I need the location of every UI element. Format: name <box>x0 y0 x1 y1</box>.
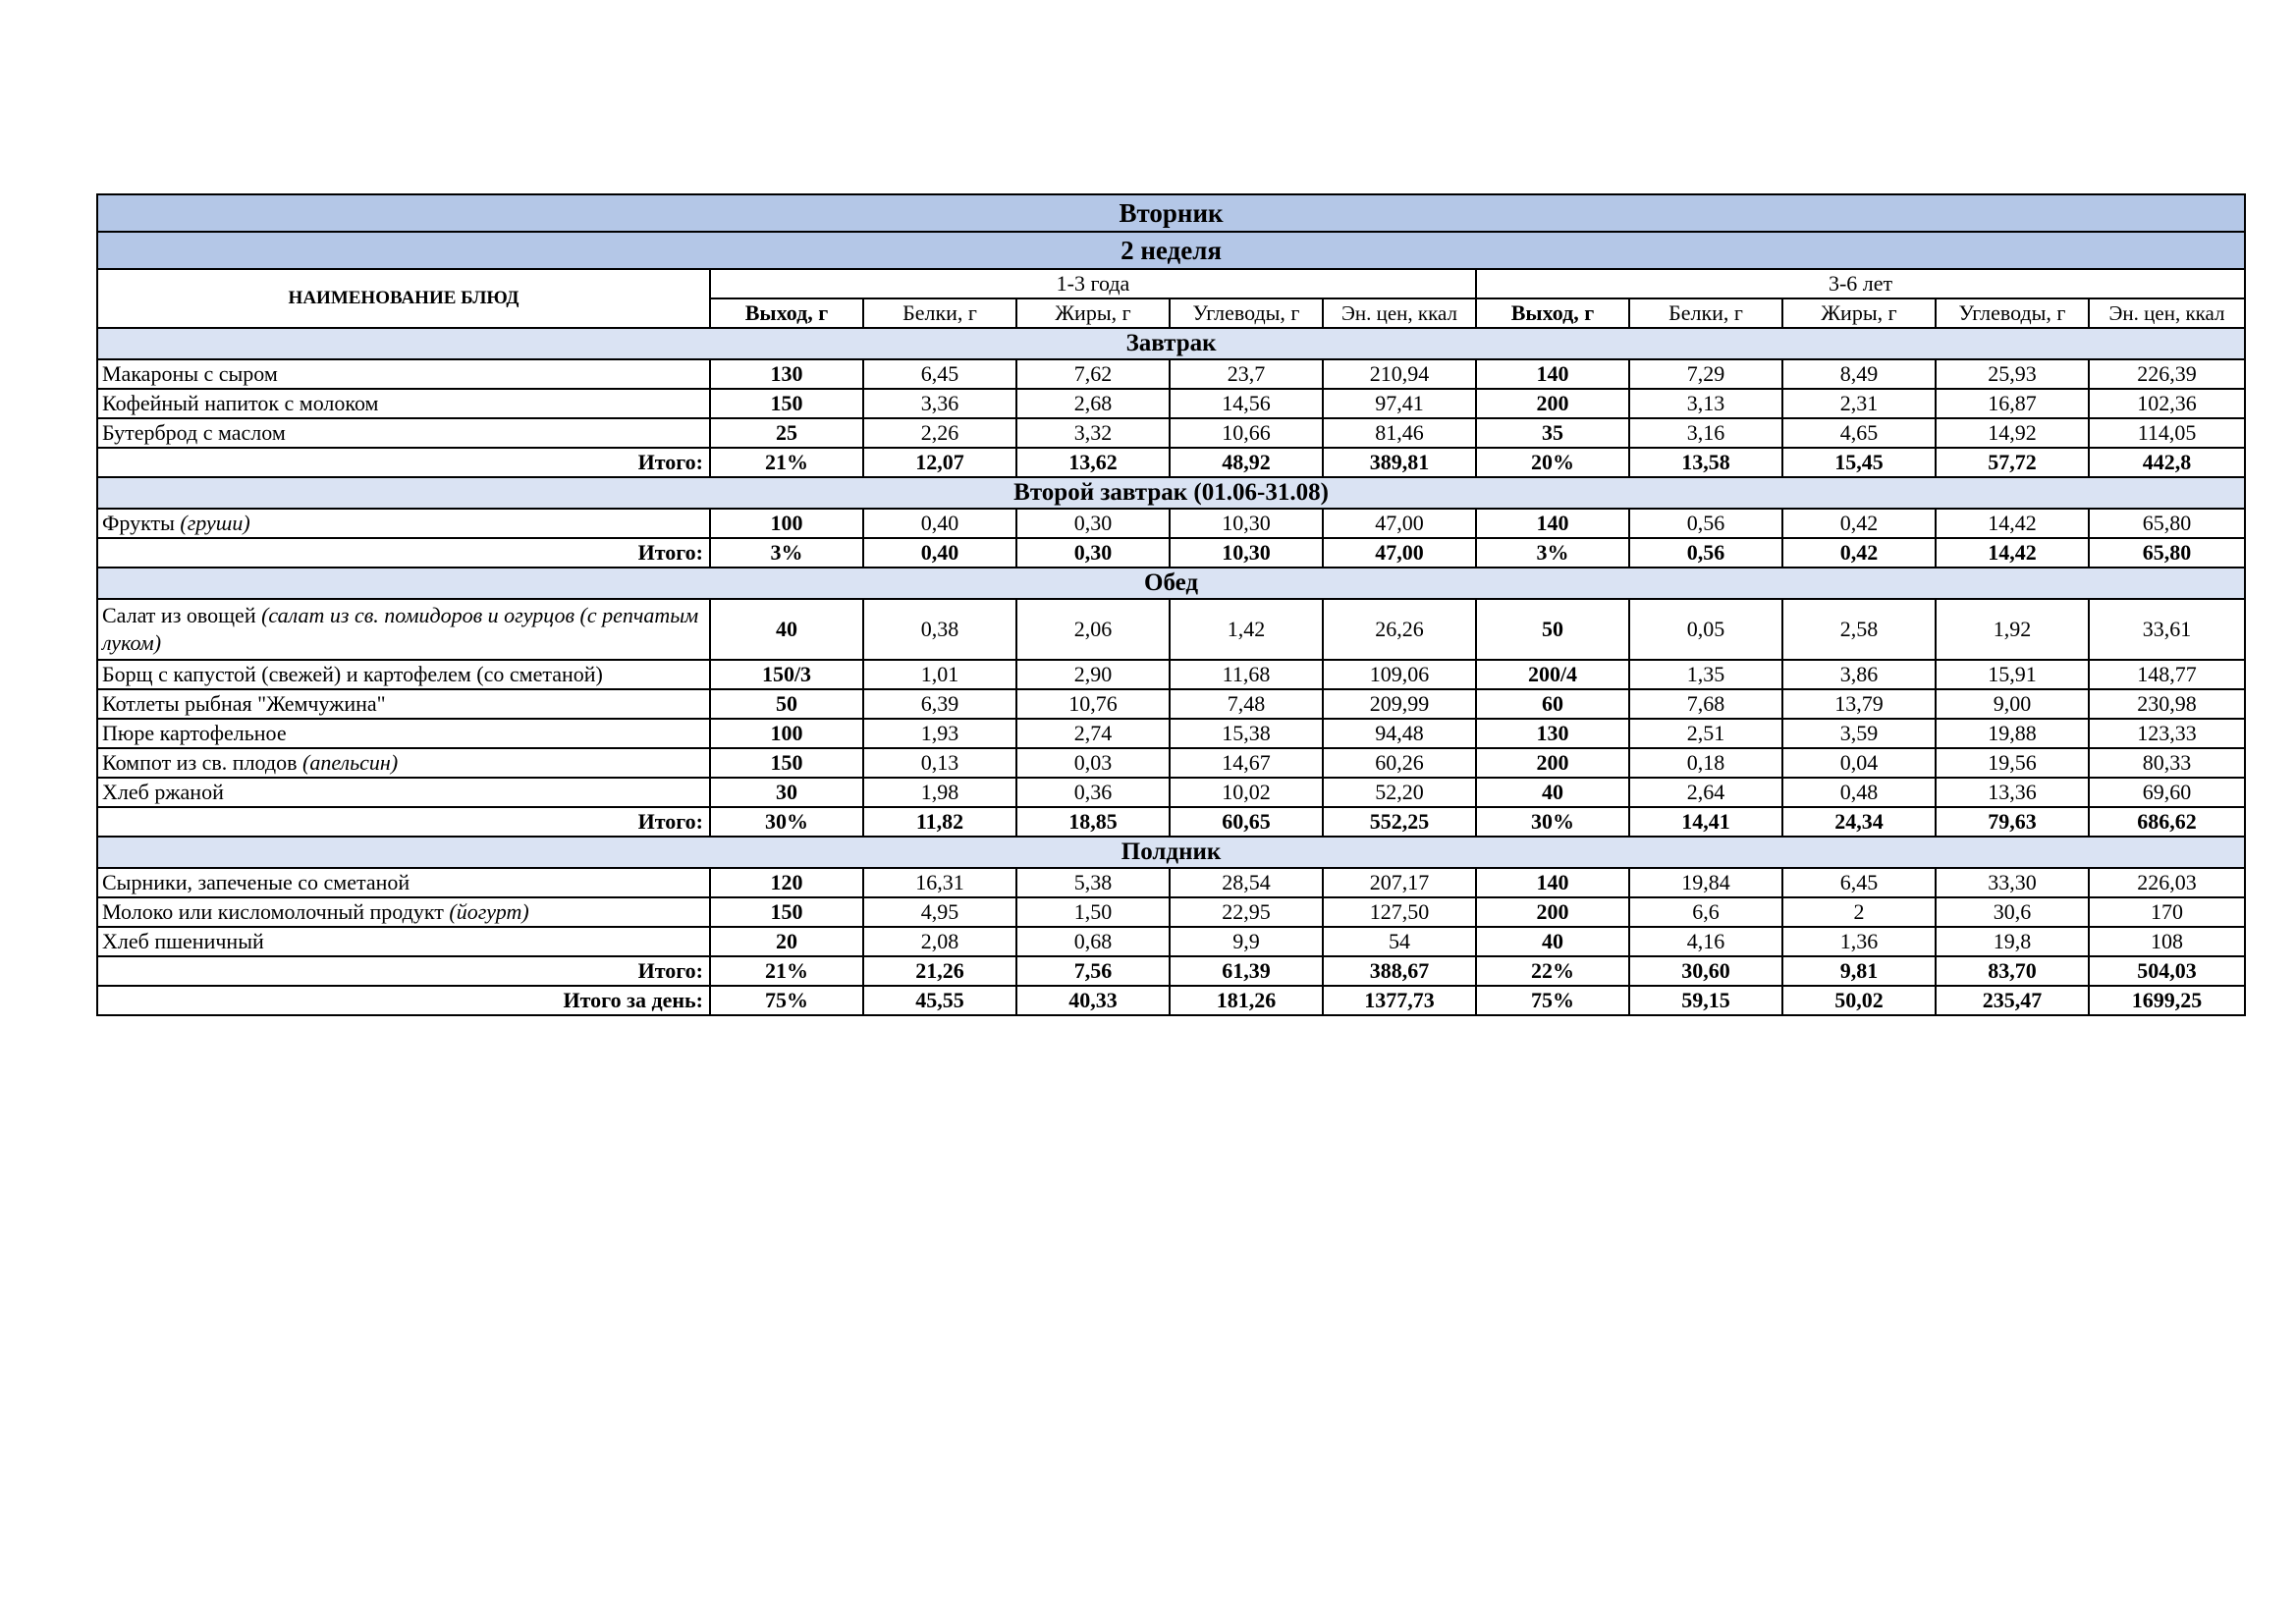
output-cell: 35 <box>1476 418 1629 448</box>
value-cell: 14,56 <box>1170 389 1323 418</box>
value-cell: 181,26 <box>1170 986 1323 1015</box>
value-cell: 81,46 <box>1323 418 1476 448</box>
menu-table <box>96 193 2246 1016</box>
value-cell: 0,68 <box>1016 927 1170 956</box>
value-cell: 16,87 <box>1936 389 2089 418</box>
section-header-row <box>97 568 2245 599</box>
value-cell: 0,56 <box>1629 509 1782 538</box>
value-cell: 14,42 <box>1936 509 2089 538</box>
dish-row <box>97 509 2245 538</box>
output-cell: 140 <box>1476 868 1629 897</box>
value-cell: 18,85 <box>1016 807 1170 837</box>
dish-name-cell <box>97 689 710 719</box>
output-cell: 200/4 <box>1476 660 1629 689</box>
value-cell: 552,25 <box>1323 807 1476 837</box>
section-title: Второй завтрак (01.06-31.08) <box>97 477 2245 509</box>
dish-name: Салат из овощей <box>102 603 262 627</box>
value-cell: 3,86 <box>1782 660 1936 689</box>
value-cell: 19,84 <box>1629 868 1782 897</box>
value-cell: 1699,25 <box>2089 986 2245 1015</box>
output-cell: 25 <box>710 418 863 448</box>
value-cell: 33,61 <box>2089 599 2245 660</box>
value-cell: 2,26 <box>863 418 1016 448</box>
value-cell: 33,30 <box>1936 868 2089 897</box>
dish-name: Компот из св. плодов <box>102 750 302 775</box>
value-cell: 6,39 <box>863 689 1016 719</box>
dish-name: Молоко или кисломолочный продукт <box>102 899 450 924</box>
value-cell: 14,67 <box>1170 748 1323 778</box>
output-cell: 30% <box>710 807 863 837</box>
value-cell: 109,06 <box>1323 660 1476 689</box>
value-cell: 10,30 <box>1170 538 1323 568</box>
output-cell: 130 <box>710 359 863 389</box>
value-cell: 504,03 <box>2089 956 2245 986</box>
title-row <box>97 194 2245 232</box>
value-cell: 0,03 <box>1016 748 1170 778</box>
value-cell: 388,67 <box>1323 956 1476 986</box>
value-cell: 209,99 <box>1323 689 1476 719</box>
dish-name: Хлеб ржаной <box>102 780 224 804</box>
output-cell: 20 <box>710 927 863 956</box>
value-cell: 83,70 <box>1936 956 2089 986</box>
output-cell: 60 <box>1476 689 1629 719</box>
dish-name: Кофейный напиток с молоком <box>102 391 379 415</box>
dish-row <box>97 868 2245 897</box>
value-cell: 0,04 <box>1782 748 1936 778</box>
section-title: Завтрак <box>97 328 2245 359</box>
age-group-header-row <box>97 269 2245 298</box>
value-cell: 97,41 <box>1323 389 1476 418</box>
value-cell: 14,42 <box>1936 538 2089 568</box>
value-cell: 9,81 <box>1782 956 1936 986</box>
column-header-output: Выход, г <box>1476 298 1629 328</box>
dish-row <box>97 927 2245 956</box>
dish-name-cell <box>97 359 710 389</box>
value-cell: 3,13 <box>1629 389 1782 418</box>
value-cell: 13,79 <box>1782 689 1936 719</box>
value-cell: 6,45 <box>1782 868 1936 897</box>
value-cell: 4,95 <box>863 897 1016 927</box>
column-header-protein: Белки, г <box>1629 298 1782 328</box>
output-cell: 20% <box>1476 448 1629 477</box>
value-cell: 19,56 <box>1936 748 2089 778</box>
dish-name: Бутерброд с маслом <box>102 420 286 445</box>
dish-name: Хлеб пшеничный <box>102 929 264 953</box>
value-cell: 1,35 <box>1629 660 1782 689</box>
value-cell: 7,62 <box>1016 359 1170 389</box>
value-cell: 28,54 <box>1170 868 1323 897</box>
dish-name: Котлеты рыбная "Жемчужина" <box>102 691 386 716</box>
value-cell: 59,15 <box>1629 986 1782 1015</box>
value-cell: 0,30 <box>1016 509 1170 538</box>
value-cell: 47,00 <box>1323 509 1476 538</box>
value-cell: 13,62 <box>1016 448 1170 477</box>
value-cell: 5,38 <box>1016 868 1170 897</box>
value-cell: 1,92 <box>1936 599 2089 660</box>
dish-row <box>97 599 2245 660</box>
value-cell: 207,17 <box>1323 868 1476 897</box>
value-cell: 4,16 <box>1629 927 1782 956</box>
dish-name-cell <box>97 778 710 807</box>
value-cell: 2,58 <box>1782 599 1936 660</box>
day-total-label: Итого за день: <box>97 986 710 1015</box>
value-cell: 60,26 <box>1323 748 1476 778</box>
dish-note: (груши) <box>180 511 250 535</box>
section-total-row <box>97 538 2245 568</box>
column-header-energy: Эн. цен, ккал <box>2089 298 2245 328</box>
value-cell: 16,31 <box>863 868 1016 897</box>
dish-row <box>97 897 2245 927</box>
value-cell: 47,00 <box>1323 538 1476 568</box>
value-cell: 24,34 <box>1782 807 1936 837</box>
dish-row <box>97 389 2245 418</box>
value-cell: 0,40 <box>863 538 1016 568</box>
output-cell: 100 <box>710 719 863 748</box>
section-title: Обед <box>97 568 2245 599</box>
dish-name: Сырники, запеченые со сметаной <box>102 870 410 894</box>
dish-name: Пюре картофельное <box>102 721 287 745</box>
value-cell: 3,36 <box>863 389 1016 418</box>
value-cell: 15,91 <box>1936 660 2089 689</box>
value-cell: 7,29 <box>1629 359 1782 389</box>
output-cell: 200 <box>1476 748 1629 778</box>
output-cell: 3% <box>710 538 863 568</box>
value-cell: 12,07 <box>863 448 1016 477</box>
value-cell: 1377,73 <box>1323 986 1476 1015</box>
output-cell: 150 <box>710 748 863 778</box>
dish-name-column-header: НАИМЕНОВАНИЕ БЛЮД <box>97 269 710 328</box>
value-cell: 69,60 <box>2089 778 2245 807</box>
age-group-header-3-6: 3-6 лет <box>1476 269 2245 298</box>
value-cell: 25,93 <box>1936 359 2089 389</box>
dish-name-cell <box>97 418 710 448</box>
value-cell: 40,33 <box>1016 986 1170 1015</box>
value-cell: 19,88 <box>1936 719 2089 748</box>
day-title: Вторник <box>97 194 2245 232</box>
value-cell: 7,48 <box>1170 689 1323 719</box>
dish-note: (апельсин) <box>302 750 399 775</box>
value-cell: 6,6 <box>1629 897 1782 927</box>
value-cell: 30,60 <box>1629 956 1782 986</box>
dish-name: Фрукты <box>102 511 181 535</box>
age-group-header-1-3: 1-3 года <box>710 269 1476 298</box>
output-cell: 140 <box>1476 359 1629 389</box>
value-cell: 8,49 <box>1782 359 1936 389</box>
value-cell: 48,92 <box>1170 448 1323 477</box>
dish-row <box>97 359 2245 389</box>
column-header-energy: Эн. цен, ккал <box>1323 298 1476 328</box>
output-cell: 40 <box>710 599 863 660</box>
output-cell: 100 <box>710 509 863 538</box>
value-cell: 61,39 <box>1170 956 1323 986</box>
day-total-row <box>97 986 2245 1015</box>
section-title: Полдник <box>97 837 2245 868</box>
output-cell: 150/3 <box>710 660 863 689</box>
value-cell: 21,26 <box>863 956 1016 986</box>
value-cell: 0,42 <box>1782 509 1936 538</box>
value-cell: 94,48 <box>1323 719 1476 748</box>
output-cell: 130 <box>1476 719 1629 748</box>
value-cell: 3,59 <box>1782 719 1936 748</box>
value-cell: 0,13 <box>863 748 1016 778</box>
value-cell: 19,8 <box>1936 927 2089 956</box>
dish-name-cell <box>97 897 710 927</box>
week-subtitle: 2 неделя <box>97 232 2245 269</box>
value-cell: 235,47 <box>1936 986 2089 1015</box>
column-header-fat: Жиры, г <box>1016 298 1170 328</box>
value-cell: 148,77 <box>2089 660 2245 689</box>
output-cell: 21% <box>710 956 863 986</box>
output-cell: 3% <box>1476 538 1629 568</box>
value-cell: 0,40 <box>863 509 1016 538</box>
value-cell: 0,30 <box>1016 538 1170 568</box>
dish-row <box>97 660 2245 689</box>
value-cell: 210,94 <box>1323 359 1476 389</box>
dish-name-cell <box>97 748 710 778</box>
value-cell: 2,31 <box>1782 389 1936 418</box>
dish-row <box>97 748 2245 778</box>
dish-row <box>97 418 2245 448</box>
value-cell: 57,72 <box>1936 448 2089 477</box>
value-cell: 50,02 <box>1782 986 1936 1015</box>
value-cell: 15,45 <box>1782 448 1936 477</box>
value-cell: 22,95 <box>1170 897 1323 927</box>
dish-note: (салат из св. помидоров и огурцов (с репчатым луком) <box>102 603 699 655</box>
column-header-carbs: Углеводы, г <box>1170 298 1323 328</box>
dish-name-cell <box>97 927 710 956</box>
output-cell: 150 <box>710 389 863 418</box>
value-cell: 2,51 <box>1629 719 1782 748</box>
value-cell: 11,68 <box>1170 660 1323 689</box>
output-cell: 21% <box>710 448 863 477</box>
value-cell: 226,39 <box>2089 359 2245 389</box>
value-cell: 10,66 <box>1170 418 1323 448</box>
value-cell: 2,64 <box>1629 778 1782 807</box>
section-total-row <box>97 807 2245 837</box>
value-cell: 686,62 <box>2089 807 2245 837</box>
value-cell: 9,9 <box>1170 927 1323 956</box>
value-cell: 389,81 <box>1323 448 1476 477</box>
dish-name-cell <box>97 660 710 689</box>
value-cell: 14,41 <box>1629 807 1782 837</box>
value-cell: 23,7 <box>1170 359 1323 389</box>
table-body <box>97 194 2245 1015</box>
column-header-fat: Жиры, г <box>1782 298 1936 328</box>
column-header-output: Выход, г <box>710 298 863 328</box>
dish-name-cell <box>97 868 710 897</box>
output-cell: 75% <box>710 986 863 1015</box>
value-cell: 1,98 <box>863 778 1016 807</box>
value-cell: 15,38 <box>1170 719 1323 748</box>
output-cell: 30% <box>1476 807 1629 837</box>
total-label: Итого: <box>97 807 710 837</box>
output-cell: 22% <box>1476 956 1629 986</box>
value-cell: 10,02 <box>1170 778 1323 807</box>
output-cell: 200 <box>1476 897 1629 927</box>
value-cell: 3,16 <box>1629 418 1782 448</box>
value-cell: 127,50 <box>1323 897 1476 927</box>
dish-name-cell <box>97 719 710 748</box>
total-label: Итого: <box>97 448 710 477</box>
subtitle-row <box>97 232 2245 269</box>
value-cell: 170 <box>2089 897 2245 927</box>
output-cell: 40 <box>1476 927 1629 956</box>
output-cell: 40 <box>1476 778 1629 807</box>
value-cell: 30,6 <box>1936 897 2089 927</box>
value-cell: 442,8 <box>2089 448 2245 477</box>
value-cell: 45,55 <box>863 986 1016 1015</box>
column-header-protein: Белки, г <box>863 298 1016 328</box>
value-cell: 65,80 <box>2089 538 2245 568</box>
value-cell: 10,76 <box>1016 689 1170 719</box>
value-cell: 114,05 <box>2089 418 2245 448</box>
dish-name: Борщ с капустой (свежей) и картофелем (со сметаной) <box>102 662 603 686</box>
total-label: Итого: <box>97 956 710 986</box>
value-cell: 226,03 <box>2089 868 2245 897</box>
value-cell: 2 <box>1782 897 1936 927</box>
dish-note: (йогурт) <box>449 899 529 924</box>
value-cell: 26,26 <box>1323 599 1476 660</box>
value-cell: 2,74 <box>1016 719 1170 748</box>
value-cell: 54 <box>1323 927 1476 956</box>
value-cell: 1,93 <box>863 719 1016 748</box>
output-cell: 75% <box>1476 986 1629 1015</box>
value-cell: 1,42 <box>1170 599 1323 660</box>
output-cell: 50 <box>1476 599 1629 660</box>
value-cell: 3,32 <box>1016 418 1170 448</box>
value-cell: 7,68 <box>1629 689 1782 719</box>
value-cell: 0,38 <box>863 599 1016 660</box>
dish-row <box>97 778 2245 807</box>
value-cell: 0,18 <box>1629 748 1782 778</box>
value-cell: 14,92 <box>1936 418 2089 448</box>
output-cell: 200 <box>1476 389 1629 418</box>
section-header-row <box>97 328 2245 359</box>
value-cell: 108 <box>2089 927 2245 956</box>
value-cell: 6,45 <box>863 359 1016 389</box>
section-total-row <box>97 448 2245 477</box>
value-cell: 60,65 <box>1170 807 1323 837</box>
value-cell: 0,56 <box>1629 538 1782 568</box>
value-cell: 79,63 <box>1936 807 2089 837</box>
value-cell: 10,30 <box>1170 509 1323 538</box>
value-cell: 11,82 <box>863 807 1016 837</box>
output-cell: 50 <box>710 689 863 719</box>
output-cell: 150 <box>710 897 863 927</box>
dish-name-cell <box>97 389 710 418</box>
value-cell: 7,56 <box>1016 956 1170 986</box>
section-total-row <box>97 956 2245 986</box>
dish-name: Макароны с сыром <box>102 361 278 386</box>
value-cell: 80,33 <box>2089 748 2245 778</box>
value-cell: 2,08 <box>863 927 1016 956</box>
value-cell: 1,01 <box>863 660 1016 689</box>
value-cell: 4,65 <box>1782 418 1936 448</box>
value-cell: 123,33 <box>2089 719 2245 748</box>
output-cell: 140 <box>1476 509 1629 538</box>
value-cell: 2,68 <box>1016 389 1170 418</box>
dish-row <box>97 719 2245 748</box>
value-cell: 0,48 <box>1782 778 1936 807</box>
dish-row <box>97 689 2245 719</box>
value-cell: 0,05 <box>1629 599 1782 660</box>
value-cell: 1,50 <box>1016 897 1170 927</box>
output-cell: 120 <box>710 868 863 897</box>
value-cell: 2,06 <box>1016 599 1170 660</box>
dish-name-cell <box>97 599 710 660</box>
section-header-row <box>97 837 2245 868</box>
value-cell: 2,90 <box>1016 660 1170 689</box>
value-cell: 13,58 <box>1629 448 1782 477</box>
dish-name-cell <box>97 509 710 538</box>
section-header-row <box>97 477 2245 509</box>
value-cell: 65,80 <box>2089 509 2245 538</box>
total-label: Итого: <box>97 538 710 568</box>
value-cell: 230,98 <box>2089 689 2245 719</box>
value-cell: 13,36 <box>1936 778 2089 807</box>
value-cell: 0,42 <box>1782 538 1936 568</box>
column-header-carbs: Углеводы, г <box>1936 298 2089 328</box>
value-cell: 9,00 <box>1936 689 2089 719</box>
value-cell: 0,36 <box>1016 778 1170 807</box>
value-cell: 1,36 <box>1782 927 1936 956</box>
output-cell: 30 <box>710 778 863 807</box>
value-cell: 52,20 <box>1323 778 1476 807</box>
value-cell: 102,36 <box>2089 389 2245 418</box>
